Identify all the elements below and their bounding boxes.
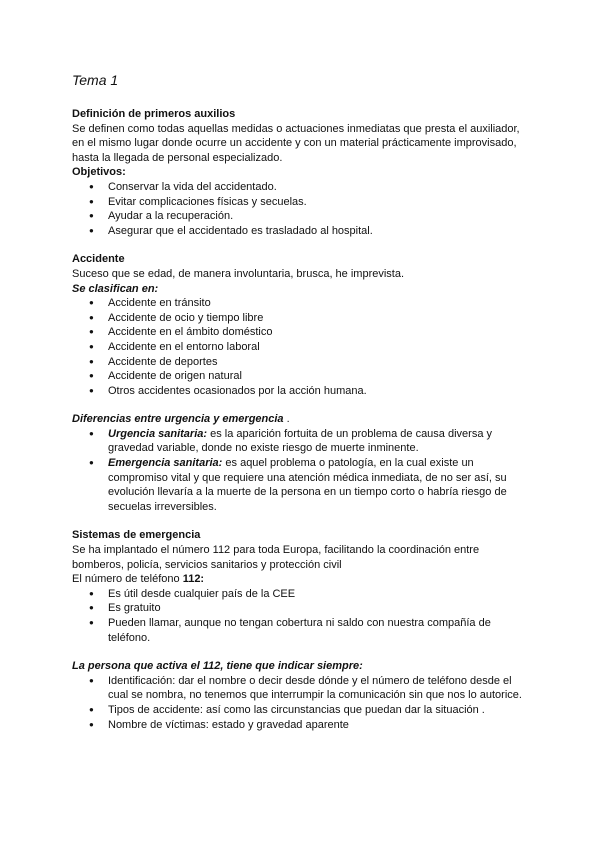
sistemas-text: Se ha implantado el número 112 para toda Europa, facilitando la coordinación entre bomberos, policía, servicios sanitarios y protección civil [72,544,480,571]
section-sistemas [72,528,532,645]
section-persona [72,659,532,732]
phone-number: 112: [182,573,205,586]
list-item: ● Ayudar a la recuperación. [72,209,532,224]
list-item [72,456,532,514]
emergencia-text: es aquel problema o patología, en la cual existe un compromiso vital y que requiere una atención médica inmediata, de no ser así, su evolución llevaría a la muerte de la persona en un tiempo corto o habría riesgo de secuelas irreversibles. [108,457,507,513]
accidente-list [72,296,532,398]
list-item: ● Otros accidentes ocasionados por la acción humana. [72,384,532,399]
list-item: ● Accidente de origen natural [72,369,532,384]
list-item: ● Tipos de accidente: así como las circunstancias que puedan dar la situación . [72,703,532,718]
section-accidente [72,252,532,398]
document-content [72,72,532,732]
diferencias-list [72,427,532,515]
diferencias-title-suffix: . [283,413,290,426]
objetivos-list [72,180,532,238]
clasifican-label: Se clasifican en: [72,282,159,295]
objetivos-label: Objetivos: [72,166,126,179]
list-item: ● Pueden llamar, aunque no tengan cobertura ni saldo con nuestra compañía de teléfono. [72,616,532,645]
list-item: ● Accidente en el ámbito doméstico [72,325,532,340]
phone-prefix: El número de teléfono [72,573,183,586]
sistemas-list [72,587,532,645]
list-item: ● Es gratuito [72,601,532,616]
list-item: ● Asegurar que el accidentado es trasladado al hospital. [72,224,532,239]
definicion-text: Se definen como todas aquellas medidas o actuaciones inmediatas que presta el auxiliador, en el mismo lugar donde ocurre un accidente y con un material prácticamente improvisado, hasta la llegada de personal especializado. [72,122,520,164]
diferencias-heading [72,412,532,427]
list-item: ● Accidente de ocio y tiempo libre [72,311,532,326]
urgencia-text: es la aparición fortuita de un problema de causa diversa y gravedad variable, donde no existe riesgo de muerte inminente. [108,427,492,455]
phone-line [72,572,532,587]
list-item: ● Es útil desde cualquier país de la CEE [72,587,532,602]
accidente-text: Suceso que se edad, de manera involuntaria, brusca, he imprevista. [72,267,405,280]
list-item: ● Identificación: dar el nombre o decir desde dónde y el número de teléfono desde el cual se nombra, no tenemos que interrumpir la comunicación sin que nos lo autorice. [72,674,532,703]
list-item: ● Accidente de deportes [72,355,532,370]
sistemas-heading: Sistemas de emergencia [72,529,201,542]
urgencia-term: Urgencia sanitaria: [108,427,208,440]
section-definicion [72,107,532,238]
list-item: ● Accidente en el entorno laboral [72,340,532,355]
emergencia-term: Emergencia sanitaria: [108,457,223,470]
accidente-heading: Accidente [72,253,125,266]
persona-list [72,674,532,732]
list-item: ● Evitar complicaciones físicas y secuelas. [72,195,532,210]
section-diferencias [72,412,532,514]
list-item: ● Nombre de víctimas: estado y gravedad aparente [72,718,532,733]
list-item [72,427,532,456]
page-title: Tema 1 [72,72,119,88]
definicion-heading: Definición de primeros auxilios [72,108,236,120]
persona-heading: La persona que activa el 112, tiene que indicar siempre: [72,660,363,673]
list-item: ● Accidente en tránsito [72,296,532,311]
list-item: ● Conservar la vida del accidentado. [72,180,532,195]
diferencias-title: Diferencias entre urgencia y emergencia [72,413,284,426]
